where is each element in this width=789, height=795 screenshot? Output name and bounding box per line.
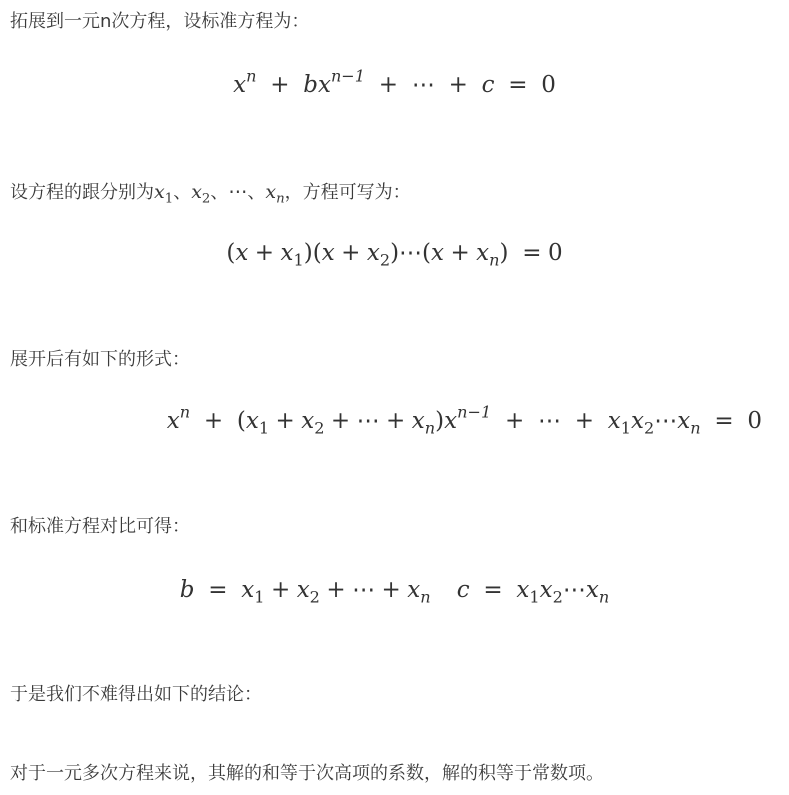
eq3-prod-x2: x [630,408,644,434]
eq2-equals: = [522,240,542,266]
eq4-x1: x [241,577,255,603]
p2-sep-3: 、 [247,182,266,203]
eq2-x2-sub: 2 [379,250,391,270]
eq2-x-a: x [235,240,249,266]
equation-vieta-relations [0,575,789,605]
eq3-x: x [166,408,180,434]
eq4-x1-sub: 1 [254,587,265,607]
eq4-c: c [456,577,470,603]
eq3-plus-5: + [504,408,525,434]
eq2-cdots: ⋯ [399,240,423,266]
p2-x1-sub: 1 [164,191,174,207]
eq2-plus-3: + [450,240,470,266]
eq4-plus-1: + [270,577,291,603]
eq2-x-b: x [321,240,335,266]
eq4-cdots-1: ⋯ [352,577,376,603]
eq2-rparen-2: ) [390,240,400,266]
equation-expanded-form [0,402,789,438]
eq4-prod-xn: x [585,577,599,603]
eq4-prod-x1-sub: 1 [529,587,540,607]
eq2-x1-sub: 1 [293,250,304,270]
eq1-plus-1: + [270,72,290,98]
eq3-exp-n-minus-1: n−1 [457,402,492,422]
eq2-plus-1: + [254,240,275,266]
eq3-x2-sub: 2 [314,418,325,438]
eq3-plus-4: + [386,408,406,434]
paragraph-expanded: 展开后有如下的形式： [10,349,190,370]
eq3-lparen: ( [236,408,246,434]
eq3-prod-xn: x [677,408,691,434]
eq3-exp-n: n [179,402,191,422]
eq2-lparen-2: ( [312,240,322,266]
eq3-xn: x [411,408,425,434]
p2-x2: x [191,181,202,203]
eq3-equals: = [714,408,734,434]
eq3-xn-sub: n [424,418,436,438]
eq2-rparen-1: ) [303,240,313,266]
eq2-zero: 0 [547,240,563,266]
eq1-c: c [481,72,495,98]
eq4-xn-sub: n [420,587,431,607]
p2-prefix: 设方程的跟分别为 [10,182,154,203]
eq2-plus-2: + [341,240,361,266]
eq1-zero: 0 [541,72,556,98]
eq3-plus-6: + [574,408,594,434]
p2-sep-2: 、 [210,182,229,203]
eq4-prod-x1: x [516,577,530,603]
eq3-plus-3: + [330,408,351,434]
p2-x2-sub: 2 [201,191,211,207]
p2-sep-1: 、 [173,182,192,203]
eq2-rparen-3: ) [499,240,509,266]
eq4-prod-xn-sub: n [598,587,610,607]
eq1-cdots: ⋯ [411,72,435,98]
eq1-x2: x [317,72,331,98]
eq3-cdots-3: ⋯ [654,408,678,434]
eq4-prod-x2: x [539,577,553,603]
p2-xn-sub: n [276,191,285,207]
p2-xn: x [265,181,277,203]
eq3-prod-xn-sub: n [690,418,701,438]
eq4-prod-x2-sub: 2 [552,587,563,607]
paragraph-compare: 和标准方程对比可得： [10,516,190,537]
eq3-prod-x1: x [607,408,621,434]
p2-suffix: ，方程可写为： [284,182,411,203]
eq1-equals: = [508,72,528,98]
eq3-rparen: ) [435,408,445,434]
eq3-cdots-2: ⋯ [537,408,561,434]
eq4-b: b [179,577,195,603]
eq3-zero: 0 [747,408,762,434]
paragraph-conclusion-intro: 于是我们不难得出如下的结论： [10,684,262,705]
eq1-exp-n-minus-1: n−1 [330,66,366,86]
eq1-plus-3: + [448,72,468,98]
eq3-prod-x1-sub: 1 [620,418,631,438]
eq1-x: x [233,72,247,98]
eq3-x2: x [301,408,315,434]
eq3-x-b: x [444,408,458,434]
eq4-equals-2: = [483,577,503,603]
eq3-x1-sub: 1 [258,418,270,438]
eq1-b: b [303,72,318,98]
eq2-x1: x [280,240,294,266]
paragraph-intro: 拓展到一元n次方程，设标准方程为： [10,11,310,32]
eq4-cdots-2: ⋯ [562,577,586,603]
eq2-x2: x [366,240,380,266]
equation-factored-form [0,238,789,268]
p2-cdots: ⋯ [228,181,248,203]
eq2-lparen-3: ( [422,240,432,266]
eq3-cdots-1: ⋯ [356,408,380,434]
eq1-plus-2: + [378,72,399,98]
eq3-prod-x2-sub: 2 [643,418,655,438]
eq3-plus-1: + [203,408,224,434]
p2-x1: x [154,181,165,203]
eq2-x-c: x [431,240,445,266]
paragraph-conclusion: 对于一元多次方程来说，其解的和等于次高项的系数，解的积等于常数项。 [10,763,604,784]
equation-standard-form [0,66,789,100]
eq2-xn-sub: n [489,250,500,270]
eq4-x2-sub: 2 [309,587,320,607]
eq4-plus-3: + [381,577,401,603]
eq3-plus-2: + [275,408,295,434]
eq4-xn: x [407,577,421,603]
eq4-plus-2: + [326,577,346,603]
eq2-xn: x [476,240,490,266]
eq3-x1: x [245,408,259,434]
eq2-lparen-1: ( [226,240,236,266]
paragraph-roots [10,179,411,206]
eq4-x2: x [296,577,310,603]
eq1-exp-n: n [246,66,257,86]
eq4-equals-1: = [208,577,228,603]
